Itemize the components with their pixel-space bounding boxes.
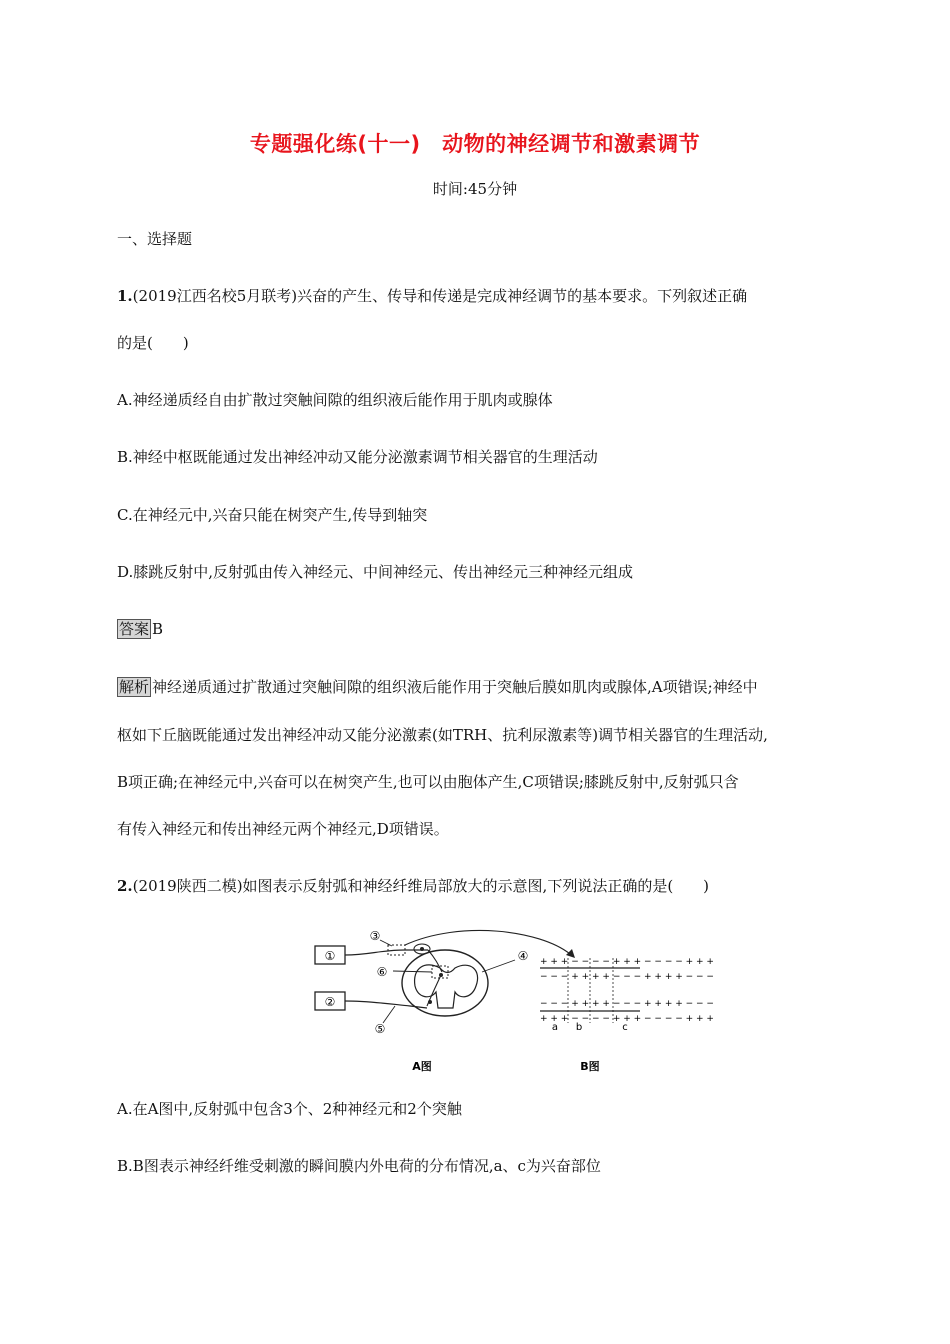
q1-option-a: A.神经递质经自由扩散过突触间隙的组织液后能作用于肌肉或腺体 — [117, 391, 553, 409]
q1-stem-line2: 的是( ) — [117, 334, 189, 352]
q1-analysis-line1 — [117, 677, 758, 697]
root-fiber — [428, 950, 442, 972]
q2-stem-text: (2019陕西二模)如图表示反射弧和神经纤维局部放大的示意图,下列说法正确的是( ) — [132, 877, 710, 895]
point-c: c — [622, 1022, 628, 1033]
point-a: a — [551, 1022, 559, 1033]
section-heading: 一、选择题 — [117, 230, 193, 248]
q1-stem-line1 — [117, 286, 747, 306]
label-6: ⑥ — [376, 965, 388, 979]
q1-analysis-text: 神经递质通过扩散通过突触间隙的组织液后能作用于突触后膜如肌肉或腺体,A项错误;神经中 — [152, 678, 758, 696]
membrane-inner-bottom-charges: − − − + + + + − − − + + + + − − − — [540, 999, 714, 1009]
q1-answer-row — [117, 619, 163, 639]
time-limit: 时间:45分钟 — [432, 180, 518, 198]
q1-option-b: B.神经中枢既能通过发出神经冲动又能分泌激素调节相关器官的生理活动 — [117, 448, 598, 466]
label-5: ⑤ — [374, 1022, 386, 1036]
q1-stem-text: (2019江西名校5月联考)兴奋的产生、传导和传递是完成神经调节的基本要求。下列叙述正确 — [132, 287, 748, 305]
motor-neuron-body — [428, 1000, 432, 1004]
answer-tag: 答案 — [119, 620, 150, 638]
fig-a-caption: A图 — [412, 1060, 432, 1073]
analysis-tag: 解析 — [119, 678, 150, 696]
ganglion-body — [420, 947, 424, 951]
membrane-bottom-charges: + + + − − − − + + + − − − − + + + — [540, 1014, 714, 1024]
q1-option-c: C.在神经元中,兴奋只能在树突产生,传导到轴突 — [117, 506, 428, 524]
q1-analysis-line3: B项正确;在神经元中,兴奋可以在树突产生,也可以由胞体产生,C项错误;膝跳反射中,反射弧只含 — [117, 773, 739, 791]
q2-option-a: A.在A图中,反射弧中包含3个、2种神经元和2个突触 — [117, 1100, 462, 1118]
q1-analysis-line2: 枢如下丘脑既能通过发出神经冲动又能分泌激素(如TRH、抗利尿激素等)调节相关器官的生理活动, — [117, 726, 768, 744]
page-title: 专题强化练(十一) 动物的神经调节和激素调节 — [249, 132, 701, 156]
q1-answer: B — [152, 620, 164, 638]
q2-stem — [117, 876, 709, 896]
reflex-arc-figure — [310, 928, 714, 1088]
membrane-top-charges: + + + − − − − + + + − − − − + + + — [540, 957, 714, 967]
label-4: ④ — [517, 949, 529, 963]
q1-analysis-line4: 有传入神经元和传出神经元两个神经元,D项错误。 — [117, 820, 449, 838]
label-2: ② — [324, 995, 336, 1009]
reflex-arc-diagram — [310, 928, 714, 1088]
q1-option-d: D.膝跳反射中,反射弧由传入神经元、中间神经元、传出神经元三种神经元组成 — [117, 563, 634, 581]
q1-number: 1. — [117, 287, 133, 305]
label-3: ③ — [369, 929, 381, 943]
fig-b-caption: B图 — [580, 1060, 600, 1073]
q2-option-b: B.B图表示神经纤维受刺激的瞬间膜内外电荷的分布情况,a、c为兴奋部位 — [117, 1157, 601, 1175]
membrane-inner-top-charges: − − − + + + + − − − + + + + − − − — [540, 972, 714, 982]
point-b: b — [575, 1022, 583, 1033]
label-1: ① — [324, 949, 336, 963]
q2-number: 2. — [117, 877, 133, 895]
